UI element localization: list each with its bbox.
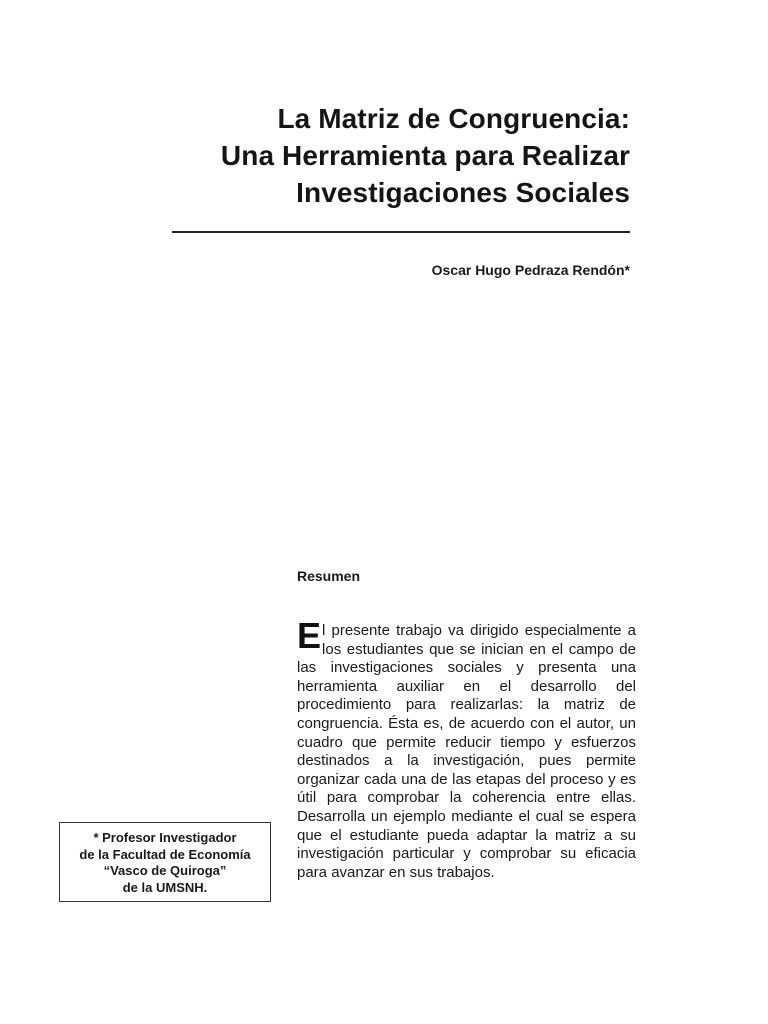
author-name: Oscar Hugo Pedraza Rendón*	[431, 262, 630, 278]
title-line-3: Investigaciones Sociales	[296, 177, 630, 208]
abstract-body	[297, 615, 636, 882]
author-affiliation-box	[59, 822, 271, 902]
article-title	[221, 100, 630, 211]
affiliation-line-1: * Profesor Investigador	[93, 830, 237, 845]
title-divider	[172, 231, 630, 233]
affiliation-line-4: de la UMSNH.	[122, 879, 208, 895]
affiliation-line-3: “Vasco de Quiroga”	[103, 863, 227, 878]
abstract-text: l presente trabajo va dirigido especialmente a los estudiantes que se inician en el campo de las investigaciones sociales y presenta una herramienta auxiliar en el desarrollo del procedimiento para realizarlas: la matriz de congruencia. Ésta es, de acuerdo con el autor, un cuadro que permite reducir tiempo y esfuerzos destinados a la investigación, pues permite organizar cada una de las etapas del proceso y es útil para comprobar la coherencia entre ellas. Desarrolla un ejemplo mediante el cual se espera que el estudiante pueda adaptar la matriz a su investigación particular y comprobar su eficacia para avanzar en sus trabajos.	[297, 622, 636, 881]
affiliation-line-2: de la Facultad de Economía	[79, 846, 251, 862]
abstract-heading: Resumen	[297, 568, 361, 584]
title-line-1: La Matriz de Congruencia:	[277, 103, 630, 134]
title-line-2: Una Herramienta para Realizar	[220, 140, 630, 171]
drop-cap: E	[297, 615, 322, 656]
